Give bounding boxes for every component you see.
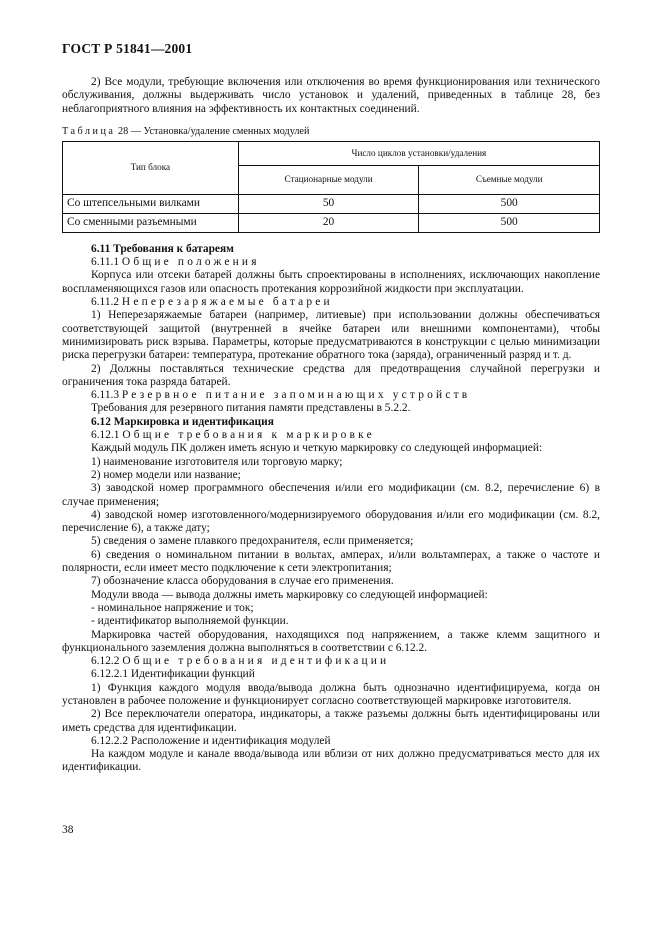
subsection-title: Общие положения <box>121 256 260 269</box>
list-item: 6) сведения о номинальном питании в вольтах, амперах, и/или вольтамперах, а также о частоте и полярности, если имеет место подключение к сети электропитания; <box>62 548 600 575</box>
subsection-title: Общие требования к маркировке <box>122 429 375 442</box>
clause-heading-6-12-2-1: 6.12.2.1 Идентификации функций <box>91 668 255 681</box>
paragraph: 1) Неперезаряжаемые батареи (например, литиевые) при использовании должны обеспечиваться соответствующей защитой (внутренней в ячейке батареи или внешними компонентами), чтобы минимизировать риск взрыва. Параметры, которые предусматриваются в конструкции с целью минимизации риска перегрузки батареи: температура, протекание обратного тока (заряда), ограниченный разряд и т. д. <box>62 309 600 362</box>
paragraph: 2) Все переключатели оператора, индикаторы, а также разъемы должны быть идентифицированы или иметь средства для идентификации. <box>62 708 600 734</box>
clause-heading-6-12-2-2: 6.12.2.2 Расположение и идентификация модулей <box>91 734 331 747</box>
page-number: 38 <box>62 824 74 836</box>
list-item: - номинальное напряжение и ток; <box>91 601 254 614</box>
section-heading-6-11: 6.11 Требования к батареям <box>91 242 234 255</box>
cell-removable: 500 <box>419 213 600 232</box>
intro-paragraph: 2) Все модули, требующие включения или отключения во время функционирования или технического обслуживания, должны выдерживать число установок и удалений, приведенных в таблице 28, без неблагоприятного влияния на эффективность их контактных соединений. <box>62 76 600 115</box>
section-heading-6-12: 6.12 Маркировка и идентификация <box>91 415 274 428</box>
paragraph: Требования для резервного питания памяти представлены в 5.2.2. <box>91 402 411 415</box>
table-caption-word: Таблица <box>62 125 116 137</box>
subsection-number: 6.12.2 <box>91 655 120 668</box>
list-item: - идентификатор выполняемой функции. <box>91 615 289 628</box>
col-header-block-type: Тип блока <box>63 141 239 194</box>
subsection-heading-6-12-2 <box>62 655 600 668</box>
table-row <box>63 194 600 213</box>
table-row <box>63 213 600 232</box>
table-caption-text: 28 — Установка/удаление сменных модулей <box>117 125 310 137</box>
cell-stationary: 50 <box>238 194 419 213</box>
paragraph: Маркировка частей оборудования, находящихся под напряжением, а также клемм защитного и функционального заземления должна выполняться в соответствии с 6.12.2. <box>62 628 600 654</box>
subsection-number: 6.11.2 <box>91 296 120 309</box>
paragraph: 1) Функция каждого модуля ввода/вывода должна быть однозначно идентифицируема, когда он установлен в рабочее положение и функционирует согласно соответствующей маркировке изготовителя. <box>62 681 600 707</box>
paragraph: Модули ввода — вывода должны иметь маркировку со следующей информацией: <box>91 588 488 601</box>
list-item: 7) обозначение класса оборудования в случае его применения. <box>91 575 394 588</box>
col-header-removable: Съемные модули <box>419 165 600 194</box>
list-item: 2) номер модели или название; <box>91 468 241 481</box>
modules-table <box>62 141 600 233</box>
paragraph: Корпуса или отсеки батарей должны быть спроектированы в исполнениях, исключающих накопление воспламеняющихся газов или опасность протекания коррозийной жидкости при эксплуатации. <box>62 269 600 295</box>
list-item: 1) наименование изготовителя или торговую марку; <box>91 455 343 468</box>
document-header: ГОСТ Р 51841—2001 <box>62 41 193 56</box>
list-item: 5) сведения о замене плавкого предохранителя, если применяется; <box>91 535 414 548</box>
col-header-cycles: Число циклов установки/удаления <box>238 141 599 165</box>
cell-removable: 500 <box>419 194 600 213</box>
subsection-number: 6.11.1 <box>91 256 120 269</box>
paragraph: 2) Должны поставляться технические средства для предотвращения случайной перегрузки и ограничения тока разряда батарей. <box>62 362 600 388</box>
subsection-title: Общие требования идентификации <box>122 655 390 668</box>
page-content <box>62 76 600 775</box>
paragraph: Каждый модуль ПК должен иметь ясную и четкую маркировку со следующей информацией: <box>91 442 543 455</box>
subsection-title: Резервное питание запоминающих устройств <box>121 389 471 402</box>
subsection-heading-6-11-3 <box>62 389 600 402</box>
cell-stationary: 20 <box>238 213 419 232</box>
paragraph: На каждом модуле и канале ввода/вывода или вблизи от них должно предусматриваться место для их идентификации. <box>62 748 600 774</box>
subsection-number: 6.12.1 <box>91 429 120 442</box>
subsection-title: Неперезаряжаемые батареи <box>121 296 333 309</box>
table-caption <box>62 126 600 138</box>
subsection-heading-6-11-2 <box>62 296 600 309</box>
subsection-heading-6-11-1 <box>62 256 600 269</box>
list-item: 3) заводской номер программного обеспечения и/или его модификации (см. 8.2, перечисление 6) в случае применения; <box>62 482 600 508</box>
col-header-stationary: Стационарные модули <box>238 165 419 194</box>
cell-type: Со штепсельными вилками <box>63 194 239 213</box>
list-item: 4) заводской номер изготовленного/модернизируемого оборудования и/или его модификации (см. 8.2, перечисление 6), а также дату; <box>62 508 600 535</box>
subsection-number: 6.11.3 <box>91 389 120 402</box>
subsection-heading-6-12-1 <box>62 429 600 442</box>
cell-type: Со сменными разъемными <box>63 213 239 232</box>
